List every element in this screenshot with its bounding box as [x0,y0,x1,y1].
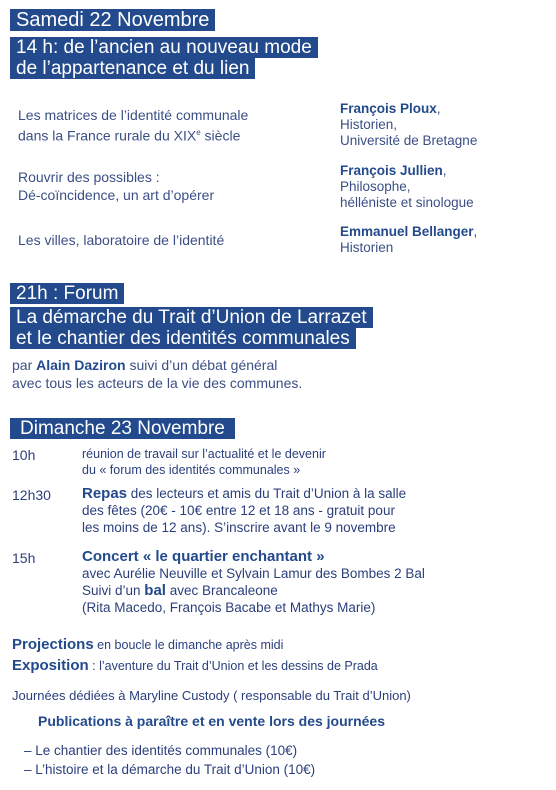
dedication-line: Journées dédiées à Maryline Custody ( responsable du Trait d’Union) [12,688,411,703]
forum-label: 21h : Forum [16,283,119,304]
saturday-session-title-line-1: 14 h: de l’ancien au nouveau mode [16,37,312,58]
talk-3-title: Les villes, laboratoire de l’identité [18,232,225,248]
talk-1-title: Les matrices de l’identité communale dans la France rurale du XIXe siècle [18,107,249,144]
saturday-session-title-line-2: de l’appartenance et du lien [16,58,250,79]
forum-title-line-1: La démarche du Trait d’Union de Larrazet [16,307,367,328]
talk-3-speaker: Emmanuel Bellanger, Historien [340,224,478,255]
saturday-day-label: Samedi 22 Novembre [16,9,210,31]
forum-description: par Alain Daziron suivi d’un débat général avec tous les acteurs de la vie des communes. [12,357,303,391]
item-15h-time: 15h [12,550,36,566]
exposition-line: Exposition : l’aventure du Trait d’Union et les dessins de Prada [12,657,378,674]
item-1230-time: 12h30 [12,487,51,503]
sunday-day-band [10,418,235,439]
forum-title-band-2 [10,328,356,349]
forum-title-line-2: et le chantier des identités communales [16,328,350,349]
talk-2-speaker: François Jullien, Philosophe, hélléniste et sinologue [340,163,474,210]
forum-label-band [10,283,124,304]
publication-item-2: – L’histoire et la démarche du Trait d’Union (10€) [24,762,316,777]
sunday-day-label: Dimanche 23 Novembre [20,418,225,439]
publications-title: Publications à paraître et en vente lors des journées [38,713,386,729]
item-10h-time: 10h [12,447,36,463]
saturday-session-band-2 [10,58,255,79]
projections-line: Projections en boucle le dimanche après midi [12,636,284,653]
item-15h-text: Concert « le quartier enchantant » avec Aurélie Neuville et Sylvain Lamur des Bombes 2 Bal Suivi d’un bal avec Brancaleone (Rita Macedo, François Bacabe et Mathys Marie) [82,548,425,615]
publication-item-1: – Le chantier des identités communales (10€) [24,743,298,758]
saturday-session-band-1 [10,37,318,58]
item-1230-text: Repas des lecteurs et amis du Trait d’Union à la salle des fêtes (20€ - 10€ entre 12 et 18 ans - gratuit pour les moins de 12 ans). S’inscrire avant le 9 novembre [82,485,407,535]
talk-2-title: Rouvrir des possibles : Dé-coïncidence, un art d’opérer [18,169,215,203]
talk-1-speaker: François Ploux, Historien, Université de Bretagne [340,101,478,148]
item-10h-text: réunion de travail sur l’actualité et le devenir du « forum des identités communales » [82,447,326,477]
saturday-day-band [10,9,215,31]
forum-title-band-1 [10,307,373,328]
